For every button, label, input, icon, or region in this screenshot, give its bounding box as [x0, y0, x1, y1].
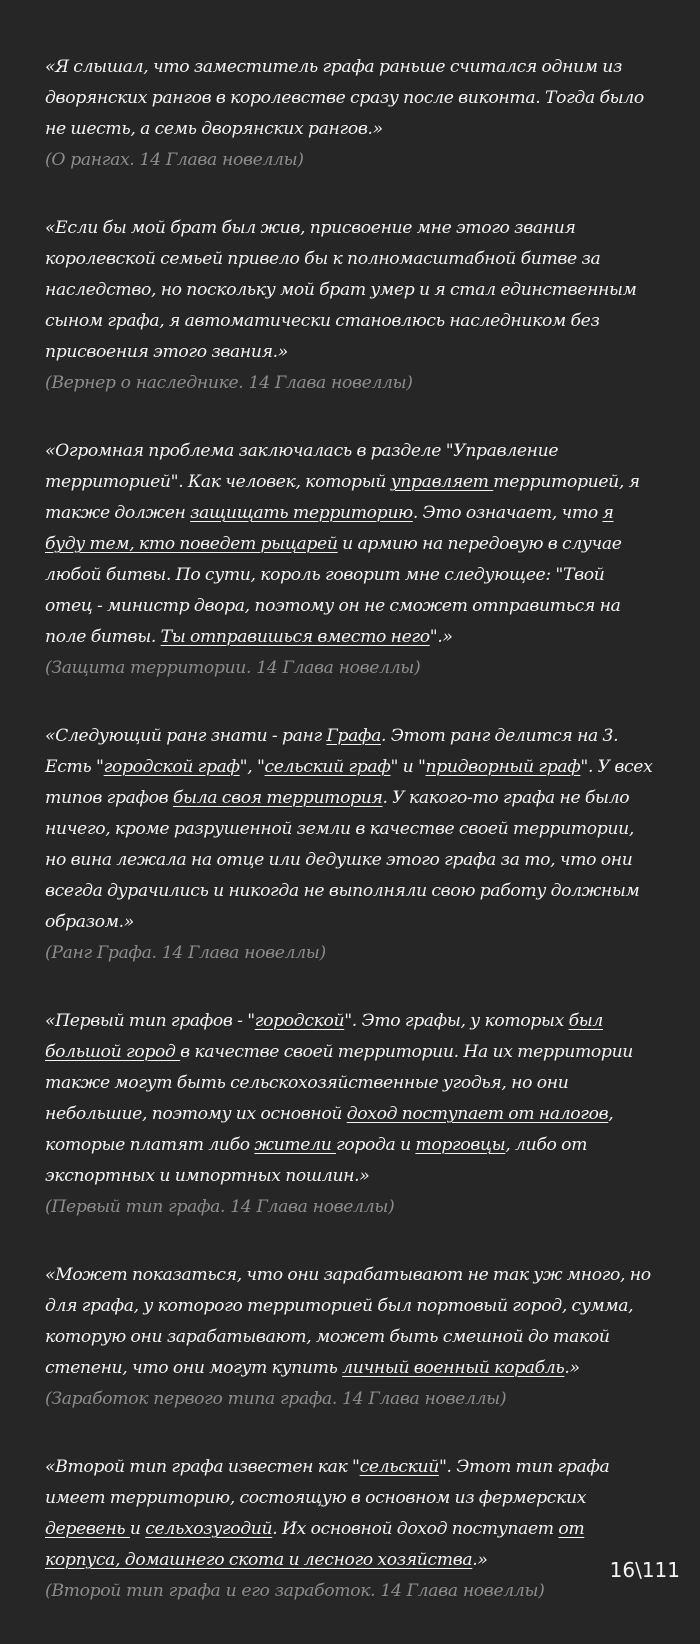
page-counter: 16\111 — [609, 1558, 680, 1582]
underlined-phrase: от корпуса, домашнего скота и лесного хозяйства — [45, 1519, 585, 1570]
quote-fragment: , которые платят либо — [45, 1104, 614, 1155]
quote-source: (Защита территории. 14 Глава новеллы) — [45, 658, 421, 678]
quote-fragment: «Я слышал, что заместитель графа раньше считался одним из дворянских рангов в королевстве сразу после виконта. Тогда было не шесть, а семь дворянских рангов.» — [45, 57, 644, 139]
quote-fragment: «Второй тип графа известен как " — [45, 1457, 360, 1477]
underlined-phrase: Ты отправишься вместо него — [160, 627, 430, 647]
quote-block — [45, 1452, 655, 1607]
quote-fragment: «Может показаться, что они зарабатывают не так уж много, но для графа, у которого территорией был портовый город, сумма, которую они зарабатывают, может быть смешной до такой степени, что они могут купить — [45, 1265, 651, 1378]
quote-fragment: . Этот ранг делится на 3. Есть " — [45, 726, 619, 777]
underlined-phrase: я буду тем, кто поведет рыцарей — [45, 503, 614, 554]
quote-source: (Второй тип графа и его заработок. 14 Глава новеллы) — [45, 1581, 545, 1601]
quote-fragment: " и " — [390, 757, 426, 777]
quote-fragment: ".» — [429, 627, 453, 647]
quote-fragment: территорией, я также должен — [45, 472, 640, 523]
underlined-phrase: придворный граф — [425, 757, 581, 777]
quote-fragment: ". У всех типов графов — [45, 757, 653, 808]
quote-block — [45, 52, 655, 176]
underlined-phrase: сельхозугодий — [145, 1519, 273, 1539]
quote-text — [45, 1260, 655, 1384]
underlined-phrase: был большой город — [45, 1011, 603, 1062]
quote-fragment: «Следующий ранг знати - ранг — [45, 726, 327, 746]
quote-fragment: и армию на передовую в случае любой битвы. По сути, король говорит мне следующее: "Твой отец - министр двора, поэтому он не сможет отправиться на поле битвы. — [45, 534, 622, 647]
underlined-phrase: городской — [254, 1011, 345, 1031]
underlined-phrase: доход поступает от налогов — [346, 1104, 609, 1124]
quote-fragment: , либо от экспортных и импортных пошлин.» — [45, 1135, 588, 1186]
quote-source: (Заработок первого типа графа. 14 Глава новеллы) — [45, 1389, 507, 1409]
quote-text — [45, 213, 655, 368]
underlined-phrase: сельский — [359, 1457, 439, 1477]
quote-fragment: «Если бы мой брат был жив, присвоение мне этого звания королевской семьей привело бы к полномасштабной битве за наследство, но поскольку мой брат умер и я стал единственным сыном графа, я автоматически становлюсь наследником без присвоения этого звания.» — [45, 218, 637, 362]
underlined-phrase: управляет — [390, 472, 494, 492]
quote-fragment: города и — [336, 1135, 416, 1155]
quote-source: (Ранг Графа. 14 Глава новеллы) — [45, 943, 326, 963]
quotes-list — [45, 52, 655, 1644]
quote-fragment: . У какого-то графа не было ничего, кроме разрушенной земли в качестве своей территории, но вина лежала на отце или дедушке этого графа за то, что они всегда дурачились и никогда не выполняли свою работу должным образом.» — [45, 788, 640, 932]
quote-text — [45, 1006, 655, 1192]
underlined-phrase: Графа — [326, 726, 382, 746]
quote-source: (Первый тип графа. 14 Глава новеллы) — [45, 1197, 395, 1217]
quote-fragment: . Это означает, что — [412, 503, 603, 523]
quote-fragment: «Первый тип графов - " — [45, 1011, 255, 1031]
underlined-phrase: жители — [254, 1135, 337, 1155]
underlined-phrase: была своя территория — [172, 788, 383, 808]
quote-source: (Вернер о наследнике. 14 Глава новеллы) — [45, 373, 413, 393]
underlined-phrase: деревень — [45, 1519, 130, 1539]
quote-block — [45, 721, 655, 969]
quote-fragment: ", " — [239, 757, 265, 777]
quote-block — [45, 213, 655, 399]
underlined-phrase: городской граф — [103, 757, 240, 777]
quote-block — [45, 1260, 655, 1415]
quote-fragment: «Огромная проблема заключалась в разделе "Управление территорией". Как человек, который — [45, 441, 559, 492]
quote-fragment: . Их основной доход поступает — [272, 1519, 559, 1539]
quote-fragment: .» — [472, 1550, 488, 1570]
quote-fragment: ". Этот тип графа имеет территорию, состоящую в основном из фермерских — [45, 1457, 610, 1508]
underlined-phrase: личный военный корабль — [342, 1358, 565, 1378]
quote-fragment: и — [129, 1519, 146, 1539]
quote-source: (О рангах. 14 Глава новеллы) — [45, 150, 304, 170]
quote-block — [45, 436, 655, 684]
quote-text — [45, 436, 655, 653]
underlined-phrase: защищать территорию — [190, 503, 413, 523]
underlined-phrase: торговцы — [415, 1135, 506, 1155]
quote-fragment: в качестве своей территории. На их территории также могут быть сельскохозяйственные угодья, но они небольшие, поэтому их основной — [45, 1042, 634, 1124]
quote-block — [45, 1006, 655, 1223]
quote-text — [45, 52, 655, 145]
quote-text — [45, 721, 655, 938]
quote-fragment: ". Это графы, у которых — [344, 1011, 569, 1031]
quote-fragment: .» — [564, 1358, 580, 1378]
underlined-phrase: сельский граф — [264, 757, 391, 777]
quote-text — [45, 1452, 655, 1576]
